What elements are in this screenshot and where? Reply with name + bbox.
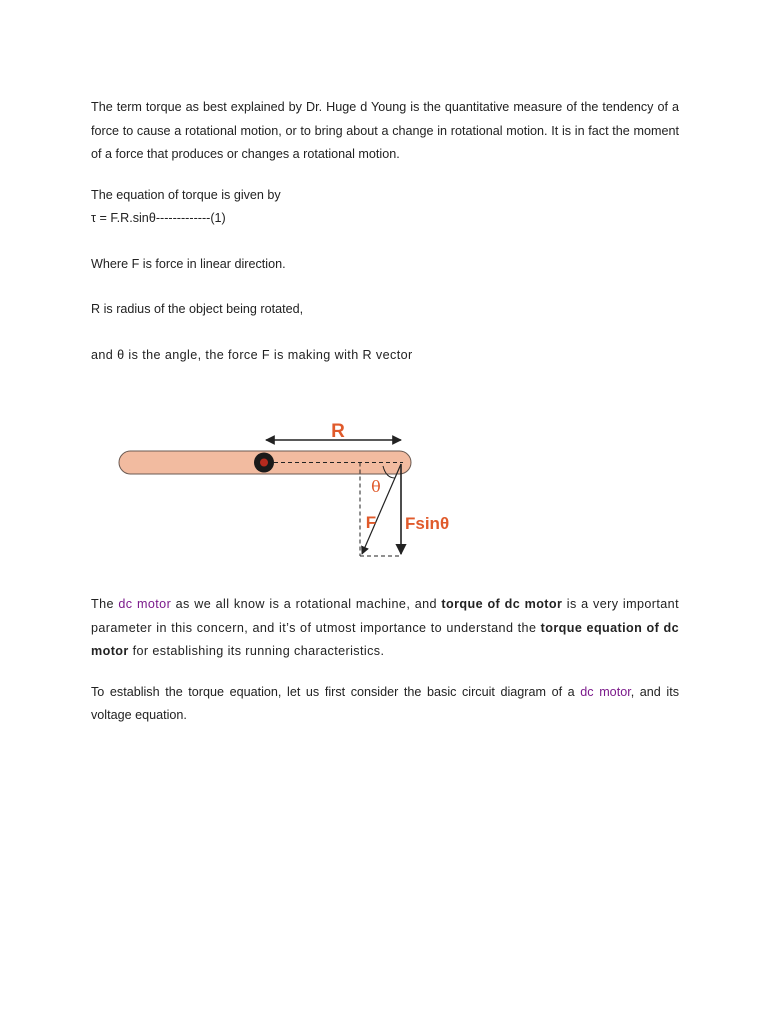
- circuit-paragraph: [91, 681, 679, 728]
- motor-paragraph: [91, 593, 679, 664]
- motor-bold-1: torque of dc motor: [441, 597, 563, 611]
- torque-equation: τ = F.R.sinθ-------------(1): [91, 211, 226, 225]
- where-f-line: Where F is force in linear direction.: [91, 256, 286, 271]
- motor-text-2: as we all know is a rotational machine, and: [171, 597, 442, 611]
- theta-definition-line: and θ is the angle, the force F is making with R vector: [91, 347, 413, 362]
- motor-bold-2: torque equation of dc motor: [91, 620, 679, 658]
- torque-diagram: [110, 408, 470, 568]
- equation-block: [91, 184, 679, 231]
- motor-text-3: is a very important parameter in this concern, and it’s of utmost importance to understand the: [91, 597, 679, 635]
- circuit-text-2: , and its voltage equation.: [91, 684, 680, 722]
- label-theta: θ: [371, 477, 381, 496]
- label-fsin: Fsinθ: [405, 514, 450, 533]
- label-r: R: [331, 421, 345, 442]
- dc-motor-link-2[interactable]: dc motor: [580, 684, 631, 699]
- pivot-center: [260, 459, 268, 467]
- motor-text-1: The: [91, 597, 119, 611]
- equation-intro: The equation of torque is given by: [91, 187, 281, 202]
- label-f: F: [365, 513, 377, 532]
- dc-motor-link[interactable]: dc motor: [118, 597, 172, 611]
- torque-diagram-svg: [110, 408, 470, 568]
- force-vector: [362, 464, 401, 554]
- circuit-text-1: To establish the torque equation, let us first consider the basic circuit diagram of a: [91, 684, 581, 699]
- article-body: [91, 96, 679, 367]
- article-body-continued: [91, 593, 679, 728]
- motor-text-4: for establishing its running characteristics.: [128, 644, 385, 658]
- intro-paragraph: The term torque as best explained by Dr. Huge d Young is the quantitative measure of the tendency of a force to cause a rotational motion, or to bring about a change in rotational motion. It is in fact the moment of a force that produces or changes a rotational motion.: [91, 100, 679, 161]
- r-definition-line: R is radius of the object being rotated,: [91, 302, 304, 316]
